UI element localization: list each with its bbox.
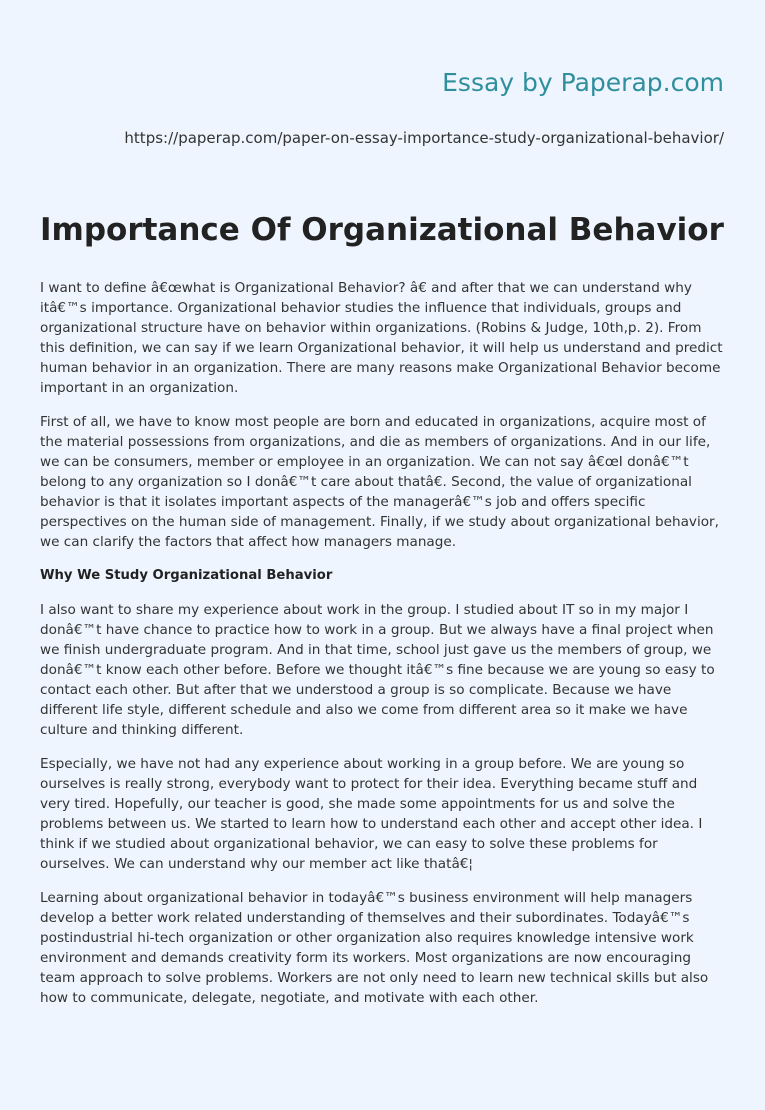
section-heading: Why We Study Organizational Behavior [40,568,333,583]
paragraph: Especially, we have not had any experience about working in a group before. We are young so ourselves is really strong, everybody want to protect for their idea. Everything became stuff and very tired. Hopefully, our teacher is good, she made some appointments for us and solve the problems between us. We started to learn how to understand each other and accept other idea. I think if we studied about organizational behavior, we can easy to solve these problems for ourselves. We can understand why our member act like thatâ€¦ [40,756,703,872]
paragraph: I also want to share my experience about work in the group. I studied about IT so in my major I donâ€™t have chance to practice how to work in a group. But we always have a final project when we finish undergraduate program. And in that time, school just gave us the members of group, we donâ€™t know each other before. Before we thought itâ€™s fine because we are young so easy to contact each other. But after that we understood a group is so complicate. Because we have different life style, different schedule and also we come from different area so it make we have culture and thinking different. [40,602,715,738]
source-url: https://paperap.com/paper-on-essay-importance-study-organizational-behavior/ [124,129,724,147]
paragraph: Learning about organizational behavior in todayâ€™s business environment will help managers develop a better work related understanding of themselves and their subordinates. Todayâ€™s postindustrial hi-tech organization or other organization also requires knowledge intensive work environment and demands creativity form its workers. Most organizations are now encouraging team approach to solve problems. Workers are not only need to learn new technical skills but also how to communicate, delegate, negotiate, and motivate with each other. [40,890,709,1006]
paragraph: I want to define â€œwhat is Organizational Behavior? â€ and after that we can understand why itâ€™s importance. Organizational behavior studies the influence that individuals, groups and organizational structure have on behavior within organizations. (Robins & Judge, 10th,p. 2). From this definition, we can say if we learn Organizational behavior, it will help us understand and predict human behavior in an organization. There are many reasons make Organizational Behavior become important in an organization. [40,280,723,396]
article-body [40,278,730,1022]
paragraph: First of all, we have to know most people are born and educated in organizations, acquire most of the material possessions from organizations, and die as members of organizations. And in our life, we can be consumers, member or employee in an organization. We can not say â€œI donâ€™t belong to any organization so I donâ€™t care about thatâ€. Second, the value of organizational behavior is that it isolates important aspects of the managerâ€™s job and offers specific perspectives on the human side of management. Finally, if we study about organizational behavior, we can clarify the factors that affect how managers manage. [40,414,719,550]
page-title: Importance Of Organizational Behavior [40,212,724,248]
site-brand: Essay by Paperap.com [442,68,724,97]
